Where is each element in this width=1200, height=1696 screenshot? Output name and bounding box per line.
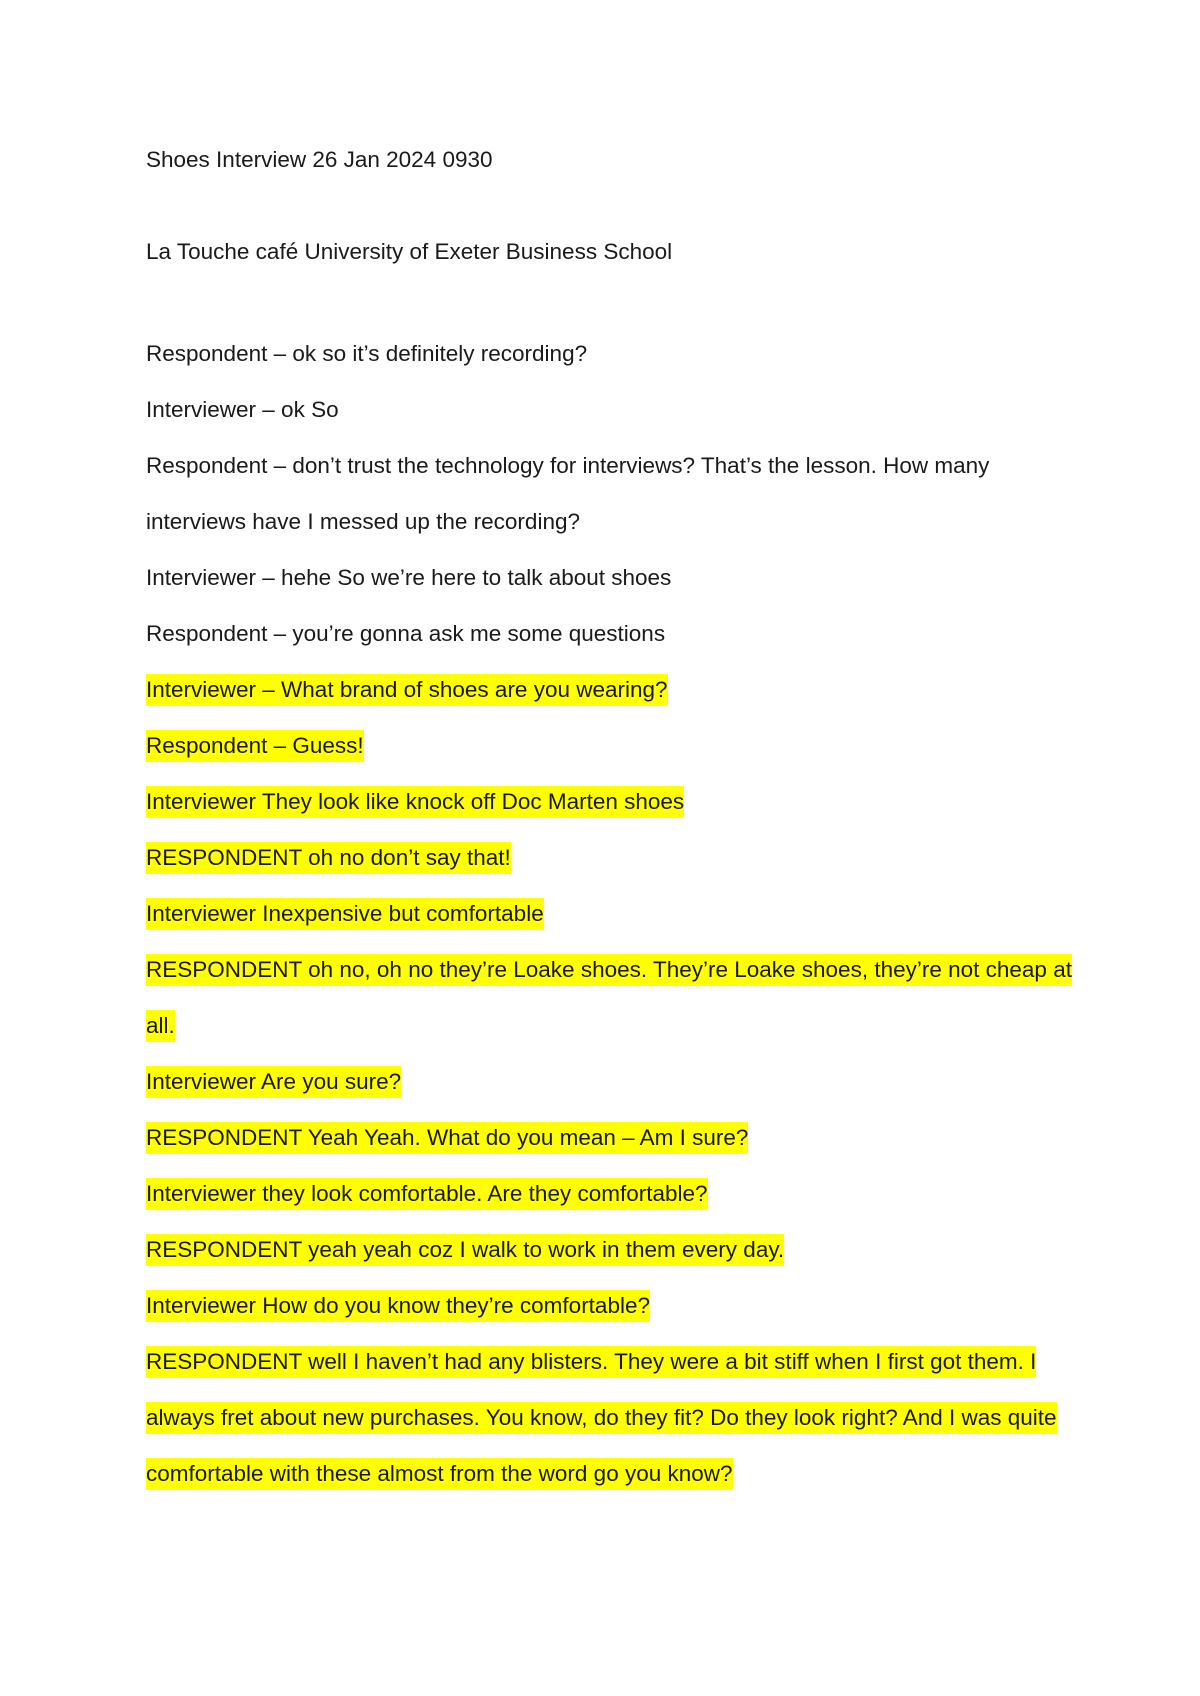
transcript-line-highlighted <box>146 830 1076 886</box>
highlighted-text: RESPONDENT oh no, oh no they’re Loake shoes. They’re Loake shoes, they’re not cheap at all. <box>146 954 1072 1042</box>
transcript-line-highlighted <box>146 942 1076 1054</box>
line-text: Respondent – ok so it’s definitely recording? <box>146 341 588 366</box>
document-body <box>146 142 1076 1502</box>
highlighted-text: Interviewer – What brand of shoes are you wearing? <box>146 674 668 706</box>
highlighted-text: RESPONDENT well I haven’t had any blisters. They were a bit stiff when I first got them. I always fret about new purchases. You know, do they fit? Do they look right? And I was quite comfortable with these almost from the word go you know? <box>146 1346 1057 1490</box>
line-text: Interviewer – ok So <box>146 397 339 422</box>
document-title: Shoes Interview 26 Jan 2024 0930 <box>146 147 493 172</box>
transcript-line-highlighted <box>146 718 1076 774</box>
highlighted-text: Interviewer They look like knock off Doc Marten shoes <box>146 786 684 818</box>
highlighted-text: RESPONDENT Yeah Yeah. What do you mean – Am I sure? <box>146 1122 748 1154</box>
line-text: Interviewer – hehe So we’re here to talk about shoes <box>146 565 672 590</box>
highlighted-text: Interviewer Are you sure? <box>146 1066 401 1098</box>
highlighted-text: Interviewer they look comfortable. Are they comfortable? <box>146 1178 708 1210</box>
highlighted-text: RESPONDENT oh no don’t say that! <box>146 842 511 874</box>
transcript-line-highlighted <box>146 1110 1076 1166</box>
highlighted-text: Interviewer How do you know they’re comfortable? <box>146 1290 650 1322</box>
transcript-line <box>146 326 1076 382</box>
transcript-line-highlighted <box>146 662 1076 718</box>
transcript-line <box>146 550 1076 606</box>
transcript-line-highlighted <box>146 774 1076 830</box>
transcript-line <box>146 606 1076 662</box>
transcript-line <box>146 438 1076 550</box>
transcript-line-highlighted <box>146 886 1076 942</box>
transcript-line <box>146 382 1076 438</box>
transcript-line-highlighted <box>146 1166 1076 1222</box>
highlighted-text: RESPONDENT yeah yeah coz I walk to work in them every day. <box>146 1234 784 1266</box>
transcript-line-highlighted <box>146 1334 1076 1502</box>
transcript-line-highlighted <box>146 1278 1076 1334</box>
transcript-line-highlighted <box>146 1222 1076 1278</box>
line-text: Respondent – you’re gonna ask me some questions <box>146 621 666 646</box>
line-text: Respondent – don’t trust the technology for interviews? That’s the lesson. How many interviews have I messed up the recording? <box>146 453 990 534</box>
transcript-line-highlighted <box>146 1054 1076 1110</box>
interview-location: La Touche café University of Exeter Business School <box>146 239 673 264</box>
highlighted-text: Interviewer Inexpensive but comfortable <box>146 898 544 930</box>
highlighted-text: Respondent – Guess! <box>146 730 364 762</box>
